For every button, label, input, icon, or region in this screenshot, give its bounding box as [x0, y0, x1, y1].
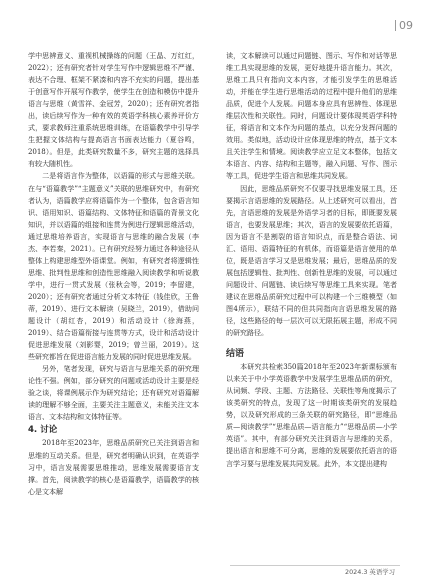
left-paragraph-2: 二是将语言作为整体，以语篇的形式与思维关联。在与“语篇教学”“主题意义”关联的思维研究中，有研究者认为，语篇教学应将语篇作为一个整体，包含语言知识、语用知识、语篇结构、文体特征和语篇的背景文化知识，并以语篇的组接和连贯为例进行逻辑思维活动，通过思维培养语言，实现语言与思维的融合发展（李杰、李若秦，2021）。已有研究经努力通过各种途径从整体上构建思维型外语课堂。例如，有研究者将逻辑性思维、批判性思维和创造性思维融入阅读教学和听说教学中，进行一贯式发展（张秋会等，2019；李留建，2020）；还有研究者通过分析文本特征（钱佳欣，王鲁蒂，2019）、进行文本解读（吴晓兰，2019），借助问题设计（胡红杏，2019）和活动设计（徐海燕，2019）、结合语篇衔接与连贯等方式，设计和活动设计促进思维发展（刘影婴，2019；曾兰丽，2019）。这些研究都旨在促进语言能力发展的同时促进思维发展。: [28, 171, 199, 362]
left-paragraph-1: 学中思辨意义、重视机械操练的问题（王晶、万红红，2022）；还有研究者针对学生写作中逻辑思维不严谨、表达不合理、框架不紧凑和内容不充实的问题，提出基于创意写作开展写作教学，使学生在创造和模仿中提升语言与思维（黄雪祥、金冠芳，2020）；还有研究者指出，读后续写作为一种有效的英语学科核心素养评价方式，要求教师注重系统思维训练，在语篇教学中引导学生把握文体结构与提高语言书面表达能力（夏谷鸣，2018）。但是，此类研究数量不多，研究主题的选择具有较大随机性。: [28, 51, 199, 169]
right-paragraph-1: 读，文本解读可以通过问题链、图示、写作和对话等思维工具实现思维的发展，更好地提升语言能力。其次，思维工具只有指向文本内容，才能引发学生的思维活动，并能在学生进行思维活动的过程中提升他们的思维品质，促进个人发展。问题本身应具有思辨性、体现思维层次性和关联性。同时，问题设计要体现英语学科特征，将语言和文本作为问题的基点，以充分发挥问题的效用。类似地，活动设计应体现思维的特点，基于文本且关注学生和情境。阅读教学应立足文本整体，包括文本语言、内容、结构和主题等，融入问题、写作、图示等工具，促进学生语言和思维共同发展。: [226, 51, 397, 181]
left-paragraph-3: 另外，笔者发现，研究与语言与思维关系的研究理论性不强。例如，部分研究的问题或活动设计主要是经验之谈，将课例展示作为研究结论；还有研究对语篇解读的理解不够全面，主要关注主题意义，未能关注文本语言、文本结构和文体特征等。: [28, 364, 199, 422]
section-heading-conclusion: 结语: [226, 349, 244, 360]
page-number: 09: [395, 20, 413, 31]
right-column: [226, 50, 397, 470]
left-column: [28, 50, 199, 498]
right-paragraph-2: 因此，思维品质研究不仅要寻找思维发展工具，还要揭示言语思维的发展路径。从上述研究可以看出，首先，言语思维的发展是外语学习者的目标，即既要发展语言，也要发展思维；其次，语言的发展要依托语篇，因为语言不是割裂的语言知识点，而是整合语法、词汇、语用、语篇特征的有机体，而语篇是语言使用的单位，既是语言学习又是思维发展；最后，思维品质的发展包括逻辑性、批判性、创新性思维的发展，可以通过问题设计、问题链、读后续写等思维工具来实现。笔者建议在思维品质研究过程中可以构建一个三维模型（如图4所示），联结不同的但共同指向言语思维发展的路径，这些路径的每一层次可以无限拓展主题，形成不同的研究路径。: [226, 183, 397, 338]
left-paragraph-4: 2018年至2023年，思维品质研究已关注到语言和思维的互动关系。但是，研究者明确认识到，在英语学习中，语言发展需要思维推动，思维发展需要语言支撑。首先，阅读教学的核心是语篇教学，语篇教学的核心是文本解: [28, 438, 199, 496]
footer-divider: [230, 565, 400, 566]
right-paragraph-3: 本研究共检索350篇2018年至2023年新课标颁布以来关于中小学英语教学中发展学生思维品质的研究，从词频、学段、主题、方法路径、关联性等角度揭示了该类研究的特点，发现了这一时期该类研究的发展趋势，以及研究形成的三条关联的研究路径，即“思维品质—阅读教学”“思维品质—语言能力”“思维品质—小学英语”。其中，有部分研究关注到语言与思维的关系，提出语言和思维不可分离，思维的发展要依托语言的语言学习要与思维发展共同发展。此外，本文提出建构: [226, 362, 397, 468]
section-heading-discussion: 4. 讨论: [28, 425, 58, 436]
page-footer: 2024.3 英语学习: [345, 568, 395, 576]
